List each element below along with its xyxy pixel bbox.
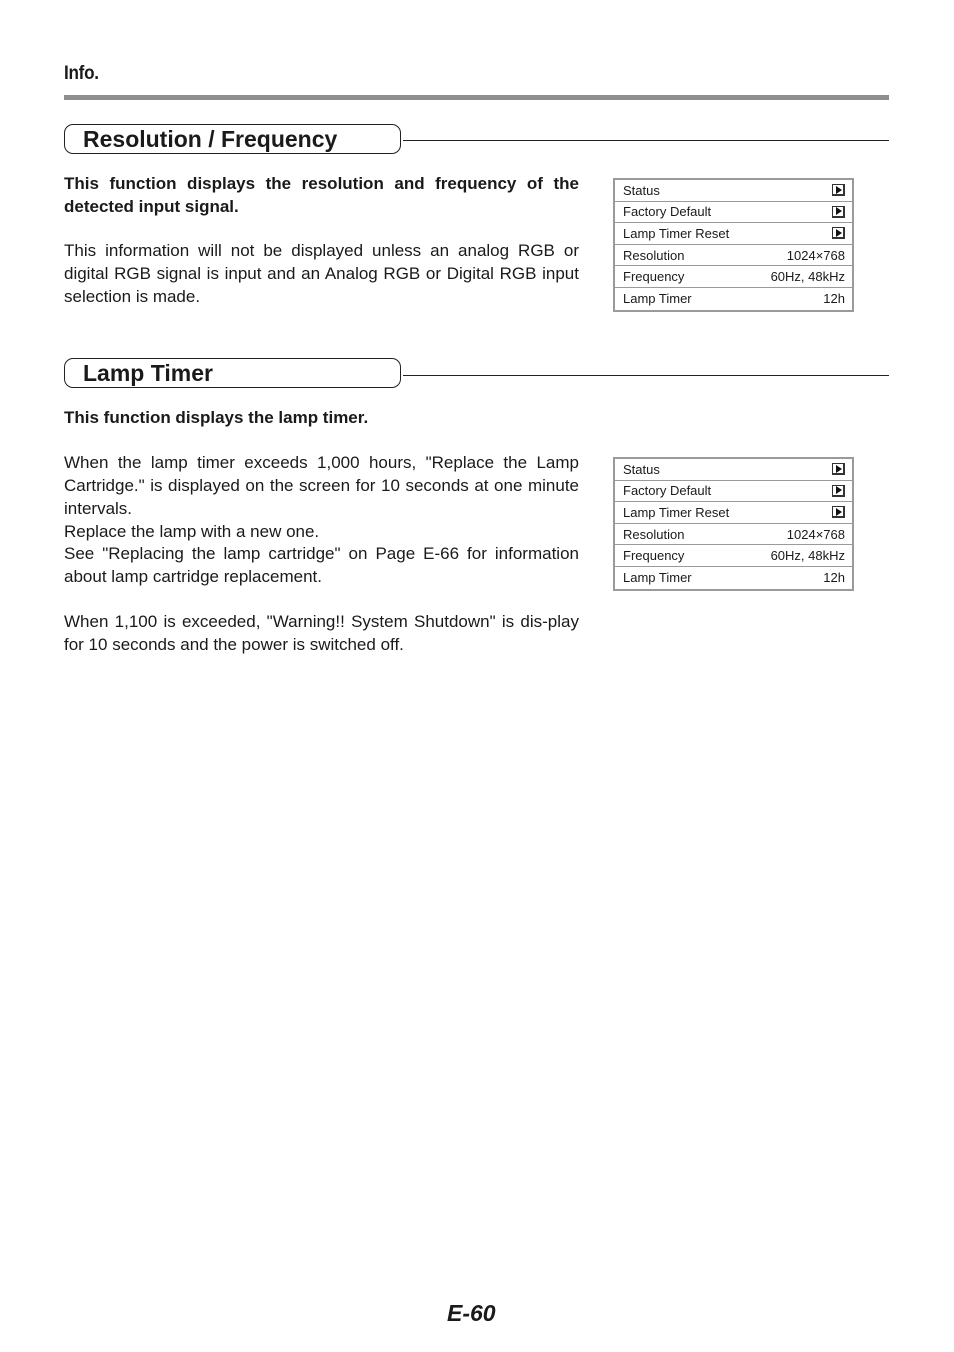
status-menu-panel bbox=[613, 178, 854, 312]
menu-row-value: 1024×768 bbox=[786, 526, 845, 542]
status-menu-panel bbox=[613, 457, 854, 591]
menu-row-factory-default[interactable] bbox=[615, 481, 852, 503]
menu-row-label: Lamp Timer Reset bbox=[623, 225, 730, 241]
menu-row-label: Lamp Timer bbox=[623, 570, 692, 586]
section-paragraph: Replace the lamp with a new one. bbox=[64, 522, 320, 541]
menu-row-label: Frequency bbox=[623, 548, 685, 564]
menu-row-label: Lamp Timer bbox=[623, 291, 692, 307]
menu-row-label: Factory Default bbox=[623, 483, 712, 499]
section-divider-line bbox=[403, 140, 889, 141]
section-lead-text: This function displays the lamp timer. bbox=[64, 408, 369, 427]
section-title-text: Lamp Timer bbox=[83, 360, 213, 386]
menu-row-label: Status bbox=[623, 461, 660, 477]
section-divider-line bbox=[403, 375, 889, 376]
menu-row-lamp-timer bbox=[615, 567, 852, 589]
menu-row-value: 12h bbox=[823, 570, 845, 586]
section-lead-text: This function displays the resolution and frequency of the detected input signal. bbox=[64, 174, 579, 216]
play-arrow-icon[interactable] bbox=[832, 463, 845, 475]
menu-row-lamp-timer-reset[interactable] bbox=[615, 223, 852, 245]
menu-row-frequency bbox=[615, 266, 852, 288]
menu-row-lamp-timer-reset[interactable] bbox=[615, 502, 852, 524]
play-arrow-icon[interactable] bbox=[832, 184, 845, 196]
menu-row-resolution bbox=[615, 524, 852, 546]
menu-row-value: 1024×768 bbox=[786, 247, 845, 263]
page-number: E-60 bbox=[447, 1300, 496, 1326]
header-rule bbox=[64, 95, 889, 100]
menu-row-status[interactable] bbox=[615, 459, 852, 481]
menu-row-value: 60Hz, 48kHz bbox=[770, 269, 845, 285]
section-paragraph: See "Replacing the lamp cartridge" on Page E-66 for information about lamp cartridge replacement. bbox=[64, 544, 579, 586]
menu-row-value: 12h bbox=[823, 291, 845, 307]
section-title-text: Resolution / Frequency bbox=[83, 126, 338, 152]
menu-row-label: Resolution bbox=[623, 526, 685, 542]
section-paragraph: This information will not be displayed unless an analog RGB or digital RGB signal is input and an Analog RGB or Digital RGB input selection is made. bbox=[64, 241, 579, 306]
play-arrow-icon[interactable] bbox=[832, 485, 845, 497]
menu-row-label: Status bbox=[623, 182, 660, 198]
menu-row-label: Frequency bbox=[623, 269, 685, 285]
menu-row-factory-default[interactable] bbox=[615, 202, 852, 224]
menu-row-status[interactable] bbox=[615, 180, 852, 202]
menu-row-value: 60Hz, 48kHz bbox=[770, 548, 845, 564]
section-title-resolution-frequency bbox=[64, 124, 401, 154]
section-paragraph: When 1,100 is exceeded, "Warning!! System Shutdown" is dis-play for 10 seconds and the power is switched off. bbox=[64, 612, 579, 654]
menu-row-lamp-timer bbox=[615, 288, 852, 310]
play-arrow-icon[interactable] bbox=[832, 227, 845, 239]
menu-row-label: Resolution bbox=[623, 247, 685, 263]
play-arrow-icon[interactable] bbox=[832, 506, 845, 518]
menu-row-resolution bbox=[615, 245, 852, 267]
menu-row-label: Lamp Timer Reset bbox=[623, 504, 730, 520]
menu-row-frequency bbox=[615, 545, 852, 567]
section-title-lamp-timer bbox=[64, 358, 401, 388]
menu-row-label: Factory Default bbox=[623, 204, 712, 220]
play-arrow-icon[interactable] bbox=[832, 206, 845, 218]
header-label: Info. bbox=[64, 63, 99, 84]
section-paragraph: When the lamp timer exceeds 1,000 hours, "Replace the Lamp Cartridge." is displayed on the screen for 10 seconds at one minute intervals. bbox=[64, 453, 579, 518]
